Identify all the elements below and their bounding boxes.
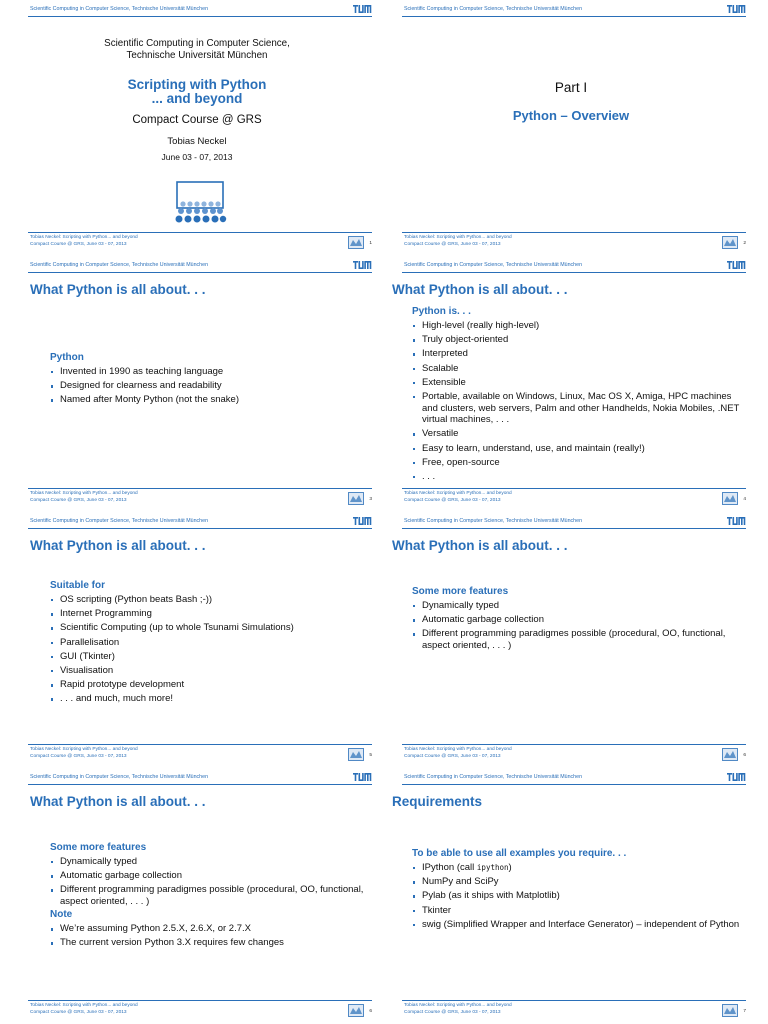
slide-footer (28, 744, 372, 764)
list-item: Scalable (402, 363, 744, 375)
footer-course-date: Compact Course @ GRS, June 03 - 07, 2013 (404, 1010, 501, 1015)
block-heading: Python is. . . (412, 306, 471, 317)
list-item: Different programming paradigmes possible (procedural, OO, functional, aspect oriented, . . . ) (40, 884, 370, 907)
tum-seal-icon (348, 748, 364, 761)
list-item-ipython (402, 862, 744, 874)
block-heading: To be able to use all examples you require. . . (412, 848, 627, 859)
slide-header-bar (28, 4, 372, 17)
slide-8 (384, 768, 758, 1024)
tum-logo (352, 260, 372, 270)
list-item: Easy to learn, understand, use, and maintain (really!) (402, 443, 744, 455)
footer-course-date: Compact Course @ GRS, June 03 - 07, 2013 (404, 242, 501, 247)
header-institution: Scientific Computing in Computer Science, Technische Universität München (404, 774, 583, 780)
bullet-list (40, 856, 370, 908)
footer-course-date: Compact Course @ GRS, June 03 - 07, 2013 (30, 498, 127, 503)
bullet-list (402, 862, 744, 930)
part-label: Part I (554, 80, 588, 95)
block-heading: Suitable for (50, 580, 106, 591)
slide-5 (10, 512, 384, 768)
slide-title: Requirements (392, 794, 483, 809)
list-item: Named after Monty Python (not the snake) (40, 394, 370, 406)
slide-header-bar (28, 516, 372, 529)
ipython-command: ipython (476, 863, 509, 872)
slide-content (40, 842, 370, 952)
footer-course-date: Compact Course @ GRS, June 03 - 07, 2013 (30, 754, 127, 759)
list-item: swig (Simplified Wrapper and Interface Generator) – independent of Python (402, 919, 744, 931)
slide-footer (402, 488, 746, 508)
ipython-text-end: ) (508, 862, 512, 873)
institution-line-2: Technische Universität München (126, 50, 268, 61)
list-item: Internet Programming (40, 608, 370, 620)
footer-author-title: Tobias Neckel: Scripting with Python... and beyond (404, 1003, 512, 1008)
chair-logo (173, 180, 227, 224)
footer-author-title: Tobias Neckel: Scripting with Python... and beyond (30, 747, 138, 752)
list-item: . . . and much, much more! (40, 693, 370, 705)
title-institution (10, 38, 384, 62)
slide-footer (28, 488, 372, 508)
list-item: NumPy and SciPy (402, 876, 744, 888)
page-number: 2 (743, 241, 746, 246)
list-item: Versatile (402, 428, 744, 440)
tum-seal-icon (722, 492, 738, 505)
list-item: Extensible (402, 377, 744, 389)
slide-footer (402, 232, 746, 252)
slide-3 (10, 256, 384, 512)
list-item: The current version Python 3.X requires few changes (40, 937, 370, 949)
bullet-list (402, 600, 744, 652)
slide-7 (10, 768, 384, 1024)
list-item: Interpreted (402, 348, 744, 360)
list-item: Different programming paradigmes possible (procedural, OO, functional, aspect oriented, . . . ) (402, 628, 744, 651)
tum-seal-icon (722, 1004, 738, 1017)
list-item: Dynamically typed (40, 856, 370, 868)
footer-author-title: Tobias Neckel: Scripting with Python... and beyond (404, 235, 512, 240)
header-institution: Scientific Computing in Computer Science, Technische Universität München (30, 518, 209, 524)
slide-header-bar (28, 260, 372, 273)
list-item: Free, open-source (402, 457, 744, 469)
page-number: 4 (743, 497, 746, 502)
page-number: 6 (369, 1009, 372, 1014)
slide-title: What Python is all about. . . (392, 538, 568, 553)
list-item: Designed for clearness and readability (40, 380, 370, 392)
tum-seal-icon (348, 236, 364, 249)
list-item: Visualisation (40, 665, 370, 677)
bullet-list-note (40, 923, 370, 949)
slide-header-bar (402, 260, 746, 273)
page-number: 6 (743, 753, 746, 758)
list-item: We’re assuming Python 2.5.X, 2.6.X, or 2.7.X (40, 923, 370, 935)
slide-4 (384, 256, 758, 512)
slide-header-bar (402, 4, 746, 17)
page-number: 1 (369, 241, 372, 246)
slide-1 (10, 0, 384, 256)
footer-course-date: Compact Course @ GRS, June 03 - 07, 2013 (404, 498, 501, 503)
tum-seal-icon (348, 492, 364, 505)
author: Tobias Neckel (167, 136, 227, 147)
block-heading: Python (50, 352, 84, 363)
slide-title: What Python is all about. . . (30, 794, 206, 809)
bullet-list (402, 320, 744, 482)
slide-header-bar (402, 516, 746, 529)
page-number: 5 (369, 753, 372, 758)
footer-author-title: Tobias Neckel: Scripting with Python... and beyond (30, 235, 138, 240)
institution-line-1: Scientific Computing in Computer Science, (104, 38, 290, 49)
list-item: Automatic garbage collection (40, 870, 370, 882)
bullet-list (40, 594, 370, 705)
list-item: High-level (really high-level) (402, 320, 744, 332)
slide-title: What Python is all about. . . (30, 538, 206, 553)
footer-author-title: Tobias Neckel: Scripting with Python... and beyond (404, 491, 512, 496)
tum-logo (352, 772, 372, 782)
slide-title: What Python is all about. . . (30, 282, 206, 297)
slide-6 (384, 512, 758, 768)
block-heading: Some more features (412, 586, 509, 597)
header-institution: Scientific Computing in Computer Science, Technische Universität München (30, 262, 209, 268)
header-institution: Scientific Computing in Computer Science, Technische Universität München (30, 774, 209, 780)
page-number: 7 (743, 1009, 746, 1014)
list-item: Portable, available on Windows, Linux, Mac OS X, Amiga, HPC machines and clusters, web servers, Palm and other Handhelds, Nokia Mobiles, .NET virtual machines, . . . (402, 391, 744, 426)
tum-logo (726, 4, 746, 14)
footer-course-date: Compact Course @ GRS, June 03 - 07, 2013 (30, 242, 127, 247)
list-item: Dynamically typed (402, 600, 744, 612)
presentation-subtitle: Compact Course @ GRS (132, 114, 262, 126)
header-institution: Scientific Computing in Computer Science, Technische Universität München (404, 6, 583, 12)
tum-logo (726, 260, 746, 270)
presentation-title (10, 78, 384, 106)
tum-logo (726, 516, 746, 526)
footer-author-title: Tobias Neckel: Scripting with Python... and beyond (404, 747, 512, 752)
slide-header-bar (28, 772, 372, 785)
block-heading: Some more features (50, 842, 147, 853)
slide-footer (28, 1000, 372, 1020)
footer-author-title: Tobias Neckel: Scripting with Python... and beyond (30, 491, 138, 496)
tum-logo (352, 4, 372, 14)
slide-content (402, 848, 744, 933)
tum-logo (352, 516, 372, 526)
list-item: OS scripting (Python beats Bash ;-)) (40, 594, 370, 606)
header-institution: Scientific Computing in Computer Science, Technische Universität München (30, 6, 209, 12)
bullet-list (40, 366, 370, 406)
slide-content (40, 352, 370, 409)
slide-footer (402, 744, 746, 764)
title-line-1: Scripting with Python (127, 77, 267, 92)
list-item: Rapid prototype development (40, 679, 370, 691)
block-heading-note: Note (50, 909, 73, 921)
slide-content (402, 586, 744, 654)
list-item: Parallelisation (40, 637, 370, 649)
slide-header-bar (402, 772, 746, 785)
list-item: Automatic garbage collection (402, 614, 744, 626)
slide-content (40, 580, 370, 708)
slide-2 (384, 0, 758, 256)
list-item: Tkinter (402, 905, 744, 917)
slide-footer (402, 1000, 746, 1020)
list-item: Pylab (as it ships with Matplotlib) (402, 890, 744, 902)
date: June 03 - 07, 2013 (161, 152, 233, 162)
tum-seal-icon (348, 1004, 364, 1017)
tum-logo (726, 772, 746, 782)
tum-seal-icon (722, 236, 738, 249)
title-line-2: ... and beyond (151, 91, 243, 106)
tum-seal-icon (722, 748, 738, 761)
list-item: Invented in 1990 as teaching language (40, 366, 370, 378)
list-item: Scientific Computing (up to whole Tsunami Simulations) (40, 622, 370, 634)
part-title: Python – Overview (512, 108, 630, 123)
footer-author-title: Tobias Neckel: Scripting with Python... and beyond (30, 1003, 138, 1008)
footer-course-date: Compact Course @ GRS, June 03 - 07, 2013 (30, 1010, 127, 1015)
header-institution: Scientific Computing in Computer Science, Technische Universität München (404, 518, 583, 524)
slide-footer (28, 232, 372, 252)
list-item: GUI (Tkinter) (40, 651, 370, 663)
footer-course-date: Compact Course @ GRS, June 03 - 07, 2013 (404, 754, 501, 759)
list-item: . . . (402, 471, 744, 483)
header-institution: Scientific Computing in Computer Science, Technische Universität München (404, 262, 583, 268)
page-number: 3 (369, 497, 372, 502)
list-item: Truly object-oriented (402, 334, 744, 346)
ipython-text: IPython (call (422, 862, 477, 873)
slide-title: What Python is all about. . . (392, 282, 568, 297)
slide-content (402, 306, 744, 485)
